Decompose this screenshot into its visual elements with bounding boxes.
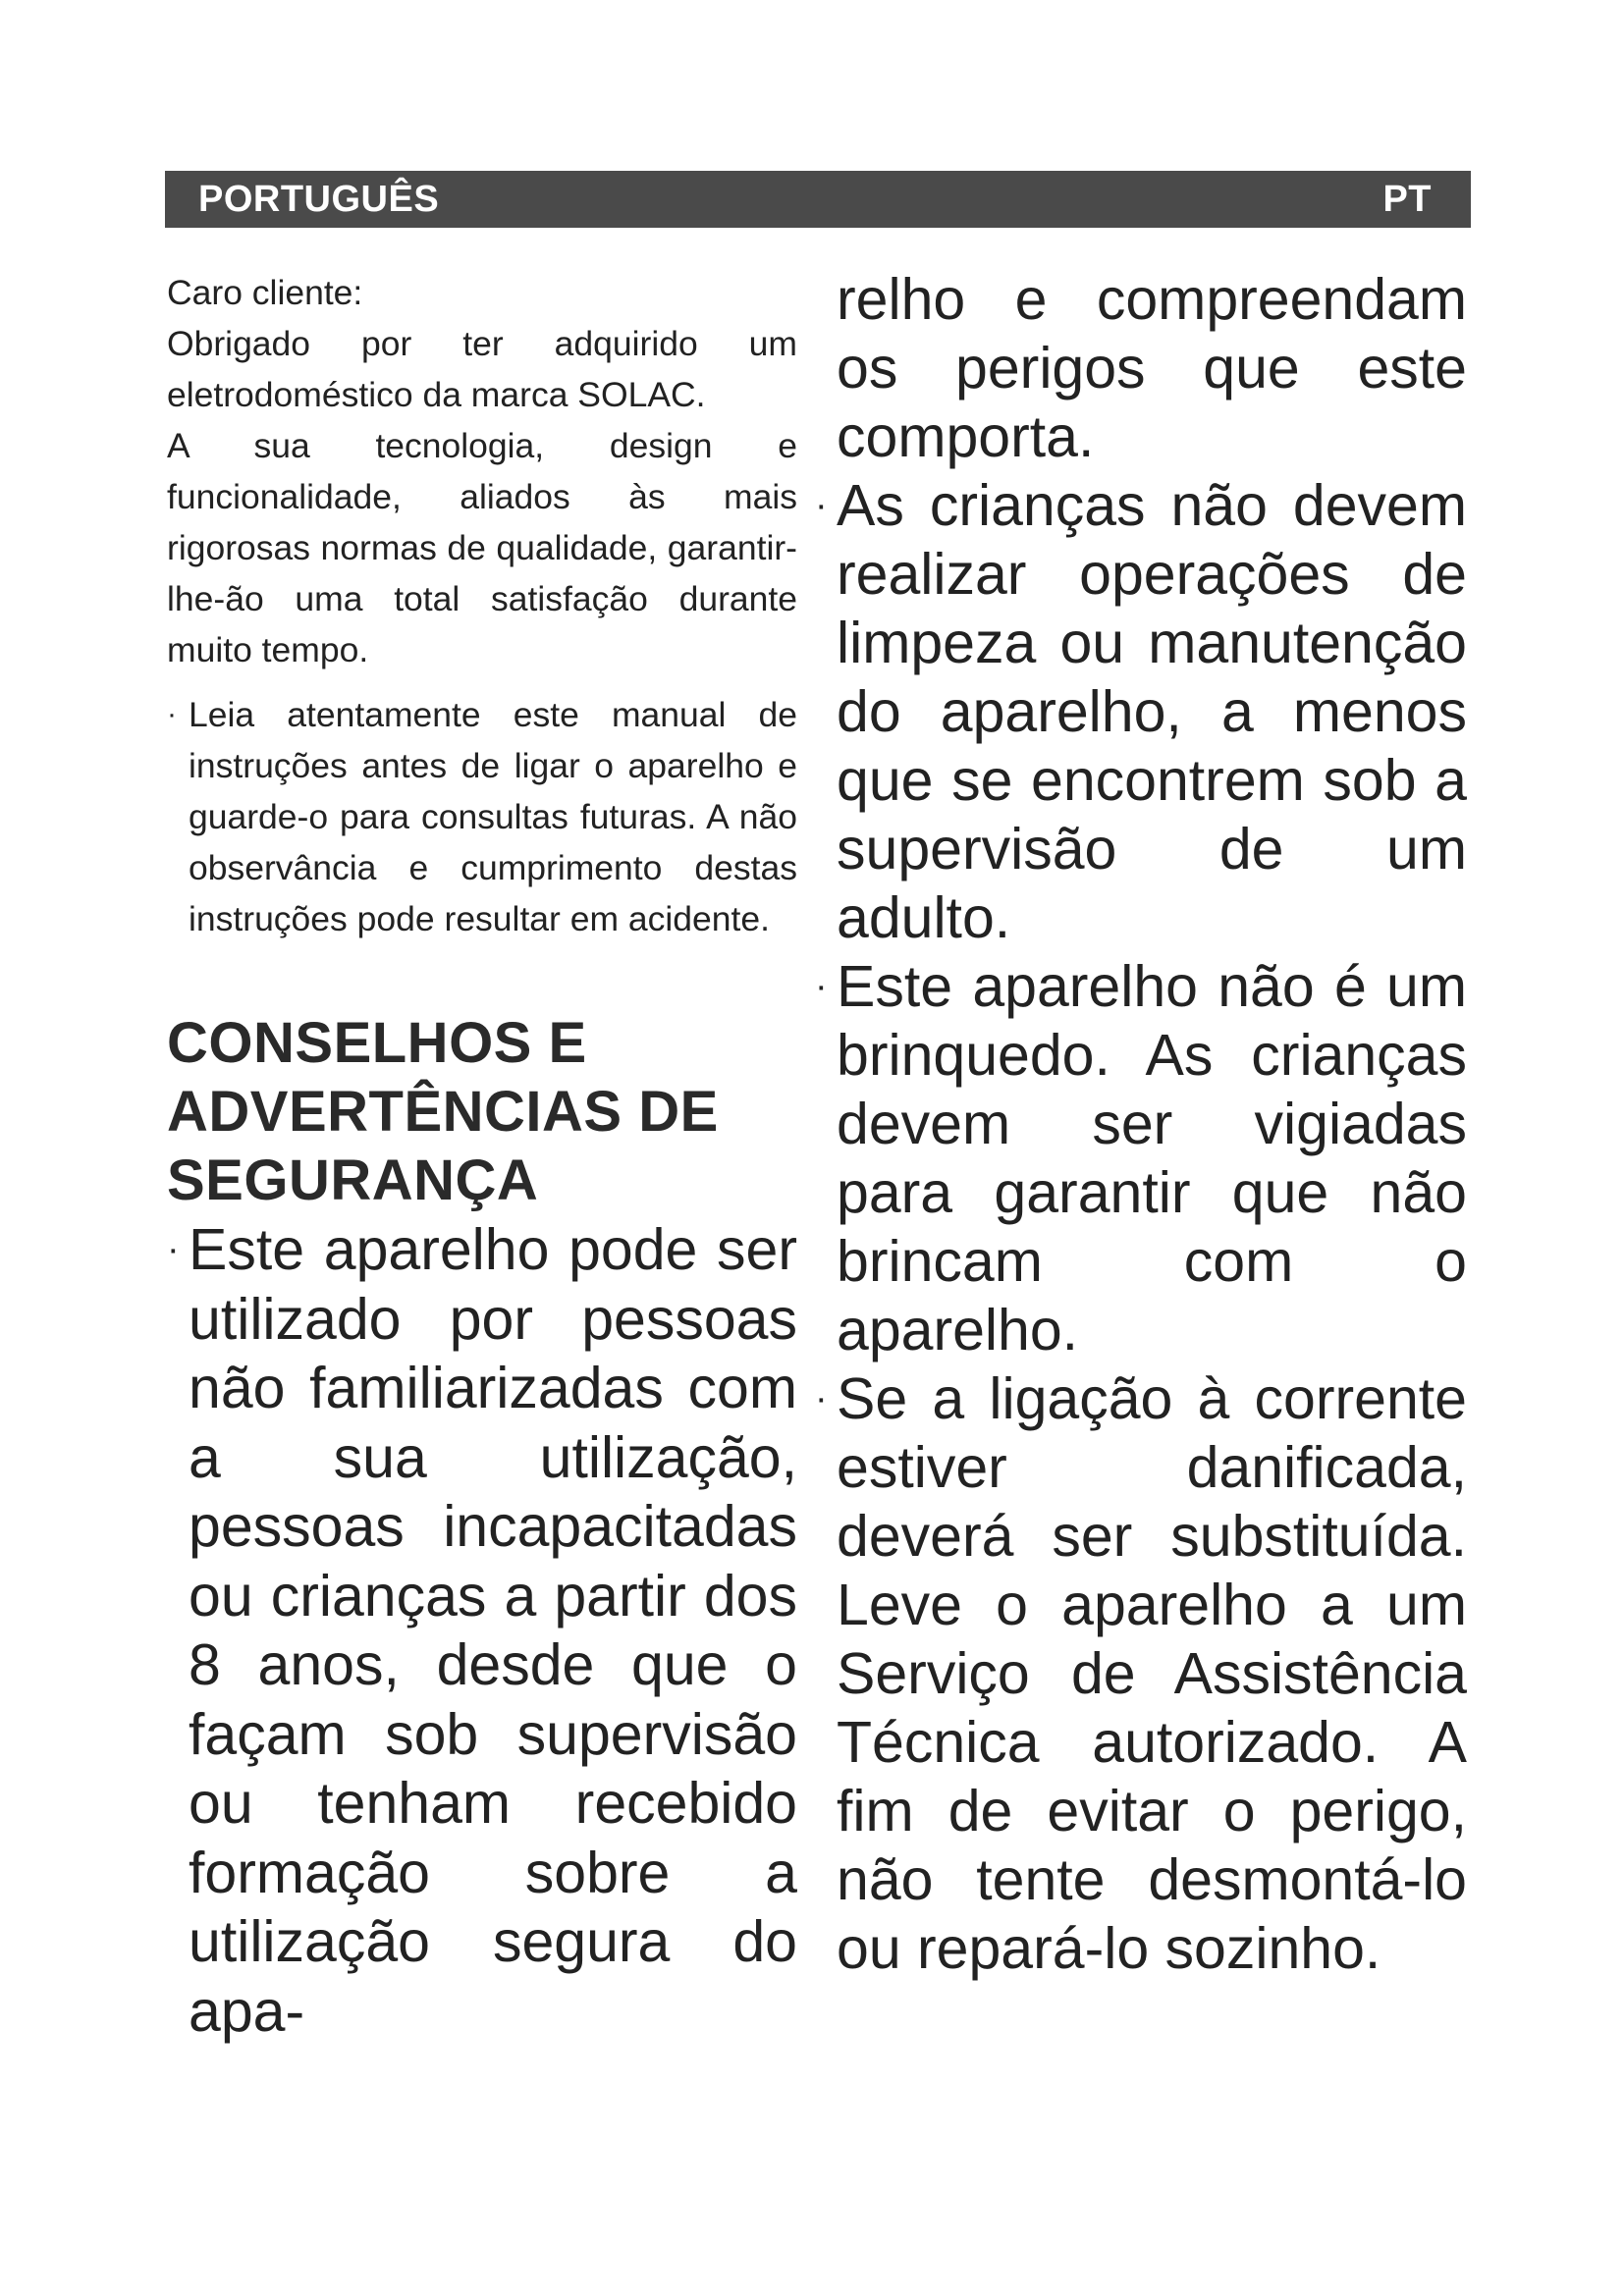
bullet-marker: · bbox=[815, 485, 828, 526]
bullet-marker: · bbox=[815, 966, 828, 1007]
language-title: PORTUGUÊS bbox=[198, 178, 440, 220]
language-header-bar bbox=[165, 171, 1471, 228]
greeting: Caro cliente: bbox=[167, 273, 363, 312]
safety-bullet-3-text: Este aparelho não é um brinquedo. As crianças devem ser vigiadas para garantir que não brincam com o aparelho. bbox=[837, 954, 1467, 1362]
safety-bullet-2 bbox=[815, 471, 1467, 952]
safety-bullet-1-continued: relho e compreendam os perigos que este comporta. bbox=[837, 267, 1467, 469]
bullet-marker: · bbox=[167, 698, 177, 730]
left-column bbox=[167, 267, 797, 2046]
manual-warning-text: Leia atentamente este manual de instruções antes de ligar o aparelho e guarde-o para consultas futuras. A não observância e cumprimento destas instruções pode resultar em acidente. bbox=[189, 695, 797, 938]
safety-bullet-2-text: As crianças não devem realizar operações de limpeza ou manutenção do aparelho, a menos que se encontrem sob a supervisão de um adulto. bbox=[837, 473, 1467, 950]
safety-bullet-4-text: Se a ligação à corrente estiver danificada, deverá ser substituída. Leve o aparelho a um Serviço de Assistência Técnica autorizado. A fim de evitar o perigo, não tente desmontá-lo ou repará-lo sozinho. bbox=[837, 1366, 1467, 1981]
language-code: PT bbox=[1382, 178, 1432, 220]
right-column bbox=[815, 265, 1467, 1983]
bullet-marker: · bbox=[167, 1229, 180, 1270]
safety-bullet-4 bbox=[815, 1364, 1467, 1983]
safety-bullet-1 bbox=[167, 1215, 797, 2046]
safety-heading: CONSELHOS E ADVERTÊNCIAS DE SEGURANÇA bbox=[167, 1011, 719, 1212]
intro-paragraph-2: A sua tecnologia, design e funcionalidade, aliados às mais rigorosas normas de qualidade, garantir-lhe-ão uma total satisfação durante muito tempo. bbox=[167, 426, 797, 669]
bullet-marker: · bbox=[815, 1378, 828, 1419]
safety-bullet-1-text: Este aparelho pode ser utilizado por pessoas não familiarizadas com a sua utilização, pessoas incapacitadas ou crianças a partir dos 8 anos, desde que o façam sob supervisão ou tenham recebido formação sobre a utilização segura do apa- bbox=[189, 1217, 797, 2044]
manual-warning-bullet bbox=[167, 689, 797, 944]
intro-paragraph-1: Obrigado por ter adquirido um eletrodoméstico da marca SOLAC. bbox=[167, 324, 797, 414]
safety-bullet-3 bbox=[815, 952, 1467, 1364]
